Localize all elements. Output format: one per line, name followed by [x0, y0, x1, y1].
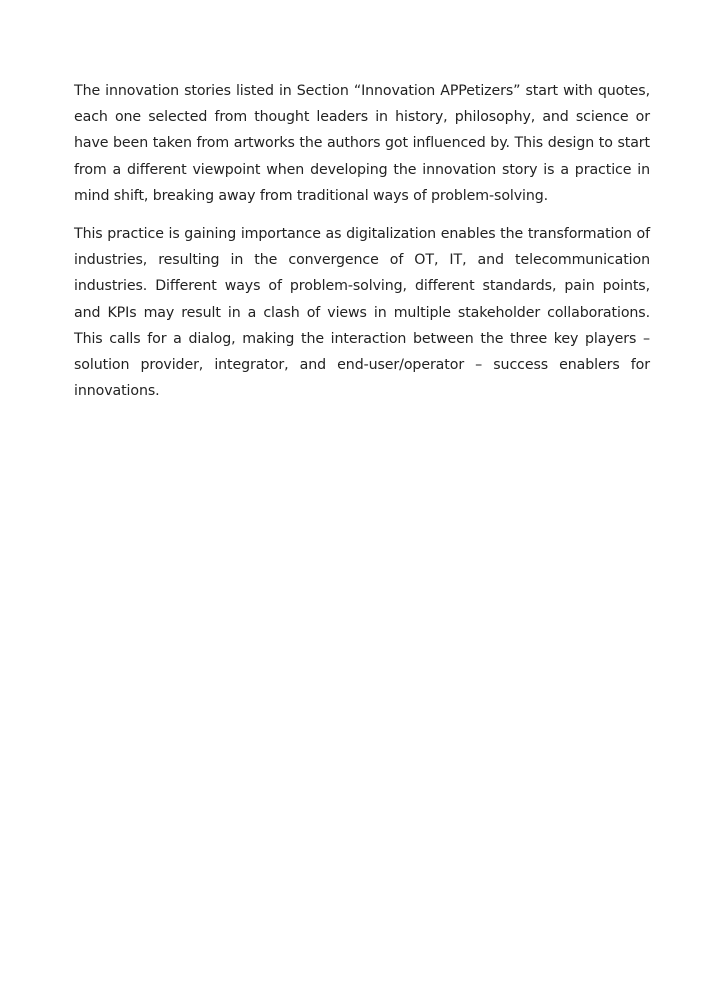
paragraph-1: The innovation stories listed in Section “Innovation APPetizers” start with quotes, each one selected from thought leaders in history, philosophy, and science or have been taken from artworks the authors got influenced by. This design to start from a different viewpoint when developing the innovation story is a practice in mind shift, breaking away from traditional ways of problem-solving. [74, 83, 650, 204]
paragraph-2: This practice is gaining importance as digitalization enables the transformation of industries, resulting in the convergence of OT, IT, and telecommunication industries. Different ways of problem-solving, different standards, pain points, and KPIs may result in a clash of views in multiple stakeholder collaborations. This calls for a dialog, making the interaction between the three key players – solution provider, integrator, and end-user/operator – success enablers for innovations. [74, 226, 650, 400]
body-text [74, 78, 650, 416]
